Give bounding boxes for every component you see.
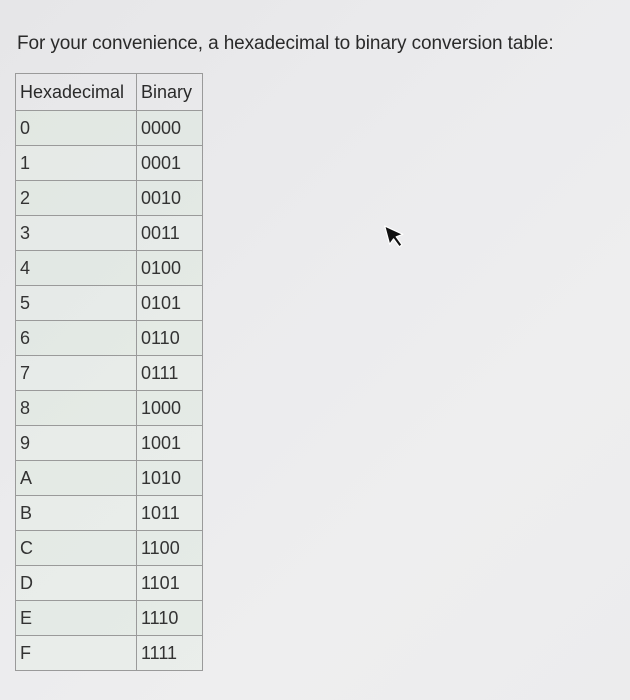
table-row — [16, 461, 203, 496]
table-header-row — [16, 74, 203, 111]
binary-cell: 0101 — [137, 286, 203, 321]
hex-binary-conversion-table — [15, 73, 203, 671]
column-header-binary: Binary — [137, 74, 203, 111]
hex-cell: 9 — [16, 426, 137, 461]
table-row — [16, 181, 203, 216]
hex-cell: 3 — [16, 216, 137, 251]
binary-cell: 1000 — [137, 391, 203, 426]
hex-cell: 7 — [16, 356, 137, 391]
hex-cell: 1 — [16, 146, 137, 181]
binary-cell: 0110 — [137, 321, 203, 356]
table-row — [16, 216, 203, 251]
binary-cell: 1100 — [137, 531, 203, 566]
table-row — [16, 636, 203, 671]
mouse-pointer-icon — [384, 222, 406, 250]
table-row — [16, 496, 203, 531]
table-row — [16, 111, 203, 146]
table-row — [16, 356, 203, 391]
hex-cell: B — [16, 496, 137, 531]
hex-cell: 0 — [16, 111, 137, 146]
binary-cell: 1101 — [137, 566, 203, 601]
hex-cell: A — [16, 461, 137, 496]
column-header-hexadecimal: Hexadecimal — [16, 74, 137, 111]
table-row — [16, 531, 203, 566]
binary-cell: 0111 — [137, 356, 203, 391]
table-row — [16, 321, 203, 356]
table-row — [16, 391, 203, 426]
table-row — [16, 566, 203, 601]
binary-cell: 1110 — [137, 601, 203, 636]
binary-cell: 0010 — [137, 181, 203, 216]
conversion-table-container — [15, 73, 203, 671]
binary-cell: 0011 — [137, 216, 203, 251]
hex-cell: 6 — [16, 321, 137, 356]
binary-cell: 0001 — [137, 146, 203, 181]
table-row — [16, 251, 203, 286]
table-row — [16, 426, 203, 461]
table-row — [16, 601, 203, 636]
hex-cell: F — [16, 636, 137, 671]
binary-cell: 1011 — [137, 496, 203, 531]
binary-cell: 1111 — [137, 636, 203, 671]
hex-cell: C — [16, 531, 137, 566]
hex-cell: 2 — [16, 181, 137, 216]
page-heading: For your convenience, a hexadecimal to binary conversion table: — [17, 33, 554, 54]
binary-cell: 1010 — [137, 461, 203, 496]
binary-cell: 1001 — [137, 426, 203, 461]
hex-cell: 5 — [16, 286, 137, 321]
binary-cell: 0100 — [137, 251, 203, 286]
hex-cell: 8 — [16, 391, 137, 426]
hex-cell: 4 — [16, 251, 137, 286]
binary-cell: 0000 — [137, 111, 203, 146]
table-row — [16, 146, 203, 181]
table-row — [16, 286, 203, 321]
hex-cell: D — [16, 566, 137, 601]
hex-cell: E — [16, 601, 137, 636]
